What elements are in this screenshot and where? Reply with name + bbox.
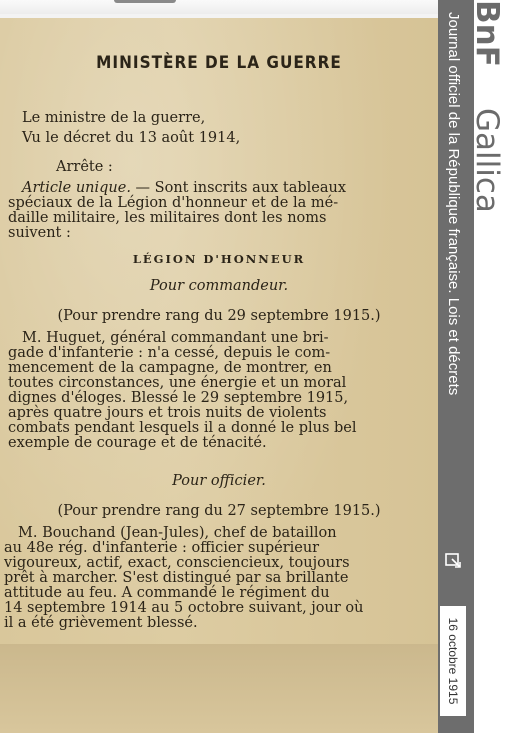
top-strip [0,0,438,14]
document-scan [0,18,438,733]
citation-line: après quatre jours et trois nuits de violents [8,405,327,421]
citation-line: M. Bouchand (Jean-Jules), chef de bataillon [18,525,337,541]
share-icon[interactable] [442,550,464,572]
rank-heading: Pour officier. [172,473,266,489]
rank-heading: Pour commandeur. [149,278,289,294]
article-line: daille militaire, les militaires dont les noms [8,210,327,226]
article-line: suivent : [8,225,71,241]
sidebar-content [438,0,506,733]
bnf-logo[interactable]: BnF [469,0,505,67]
issue-date[interactable]: 16 octobre 1915 [440,606,466,716]
journal-title[interactable]: Journal officiel de la République française. Lois et décrets [445,12,462,396]
drag-handle[interactable] [114,0,176,3]
citation-line: prêt à marcher. S'est distingué par sa brillante [4,570,349,586]
citation-line: M. Huguet, général commandant une bri- [22,330,329,346]
share-icon-glyph [444,552,462,570]
arrete-line: Arrête : [56,159,113,175]
citation-line: 14 septembre 1914 au 5 octobre suivant, jour où [4,600,364,616]
citation-line: attitude au feu. A commandé le régiment du [4,585,330,601]
citation-line: mencement de la campagne, de montrer, en [8,360,332,376]
citation-line: toutes circonstances, une énergie et un moral [8,375,347,391]
citation-line: dignes d'éloges. Blessé le 29 septembre 1915, [8,390,349,406]
article-line: Article unique. — Sont inscrits aux tableaux [22,180,346,196]
legion-heading: LÉGION D'HONNEUR [132,252,306,266]
citation-line: combats pendant lesquels il a donné le plus bel [8,420,357,436]
article-line: spéciaux de la Légion d'honneur et de la mé- [8,195,339,211]
intro-line: Le ministre de la guerre, [22,110,206,126]
rank-date: (Pour prendre rang du 29 septembre 1915.) [57,308,381,324]
citation-line: au 48e rég. d'infanterie : officier supérieur [4,540,320,556]
rank-date: (Pour prendre rang du 27 septembre 1915.) [57,503,381,519]
gallica-brand[interactable]: Gallica [469,108,505,213]
intro-line: Vu le décret du 13 août 1914, [22,130,241,146]
citation-line: il a été grièvement blessé. [4,615,198,631]
ministry-heading: MINISTÈRE DE LA GUERRE [96,53,342,73]
citation-line: gade d'infanterie : n'a cessé, depuis le com- [8,345,331,361]
page-fold [0,644,438,733]
citation-line: vigoureux, actif, exact, consciencieux, toujours [4,555,350,571]
citation-line: exemple de courage et de ténacité. [8,435,267,451]
